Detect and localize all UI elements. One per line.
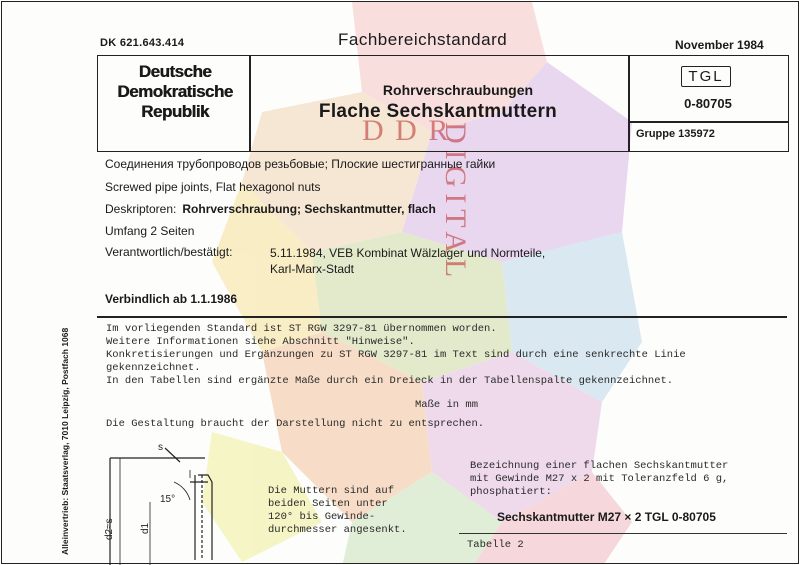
publisher-side-text: Alleinvertrieb: Staatsverlag, 7010 Leipzig, Postfach 1068 — [60, 327, 70, 555]
verantwortlich-label: Verantwortlich/bestätigt: — [105, 245, 233, 259]
section-divider — [97, 316, 787, 318]
body-text — [106, 323, 686, 388]
deskriptoren-label: Deskriptoren: — [105, 202, 177, 216]
dk-number: DK 621.643.414 — [100, 37, 185, 49]
ddr-emblem — [106, 62, 244, 122]
issue-date: November 1984 — [675, 38, 764, 52]
bezeichnung-text — [470, 460, 728, 499]
verantwortlich-value — [270, 245, 545, 277]
note-line: Die Muttern sind auf — [268, 485, 395, 497]
note-line: beiden Seiten unter — [268, 498, 388, 510]
watermark-ddr: D D R — [362, 114, 451, 147]
russian-title: Соединения трубопроводов резьбовые; Плоские шестигранные гайки — [105, 157, 496, 171]
designation-example: Sechskantmutter M27 × 2 TGL 0-80705 — [497, 510, 716, 524]
deskriptoren-value: Rohrverschraubung; Sechskantmutter, flach — [182, 202, 436, 216]
masse-note: Maße in mm — [415, 399, 479, 411]
tabelle-label: Tabelle 2 — [467, 539, 524, 551]
bez-line: Bezeichnung einer flachen Sechskantmutter — [470, 460, 729, 472]
english-title: Screwed pipe joints, Flat hexagonol nuts — [105, 180, 321, 194]
table-divider — [459, 533, 787, 534]
document-title: Flache Sechskantmuttern — [318, 101, 558, 122]
bez-line: phosphatiert: — [470, 486, 552, 498]
note-line: durchmesser angesenkt. — [268, 524, 407, 536]
emblem-line-3: Republik — [141, 102, 209, 121]
gestaltung-note: Die Gestaltung braucht der Darstellung nicht zu entsprechen. — [106, 418, 485, 430]
nut-drawing — [90, 430, 280, 565]
document-type: Fachbereichstandard — [338, 30, 508, 49]
body-line: In den Tabellen sind ergänzte Maße durch ein Dreieck in der Tabellenspalte gekennzeichnet. — [106, 375, 674, 387]
note-line: 120° bis Gewinde- — [268, 511, 376, 523]
tgl-badge: TGL — [681, 66, 731, 87]
emblem-line-2: Demokratische — [117, 82, 233, 101]
verantwortlich-line-1: 5.11.1984, VEB Kombinat Wälzlager und Normteile, — [270, 246, 546, 260]
verantwortlich-line-2: Karl-Marx-Stadt — [270, 262, 355, 276]
document-subtitle: Rohrverschraubungen — [382, 82, 534, 98]
title-box — [97, 55, 789, 152]
emblem-line-1: Deutsche — [138, 62, 212, 81]
deskriptoren — [105, 202, 436, 216]
body-line: Im vorliegenden Standard ist ST RGW 3297-81 übernommen worden. — [106, 323, 497, 335]
body-line: Weitere Informationen siehe Abschnitt "Hinweise". — [106, 336, 415, 348]
label-d2: d2≈s — [104, 518, 115, 540]
label-s: s — [158, 442, 163, 453]
label-angle: 15° — [160, 494, 176, 505]
gruppe-number: Gruppe 135972 — [636, 128, 715, 140]
tgl-number: 0-80705 — [684, 96, 732, 111]
body-line: Konkretisierungen und Ergänzungen zu ST RGW 3297-81 im Text sind durch eine senkrechte Linie — [106, 349, 686, 361]
watermark-digital: DIGITAL — [439, 122, 472, 284]
umfang: Umfang 2 Seiten — [105, 224, 195, 238]
bez-line: mit Gewinde M27 x 2 mit Toleranzfeld 6 g, — [470, 473, 729, 485]
body-line: gekennzeichnet. — [106, 362, 201, 374]
label-d1: d1 — [140, 522, 151, 534]
countersink-note — [268, 485, 407, 537]
verbindlich: Verbindlich ab 1.1.1986 — [105, 292, 238, 306]
